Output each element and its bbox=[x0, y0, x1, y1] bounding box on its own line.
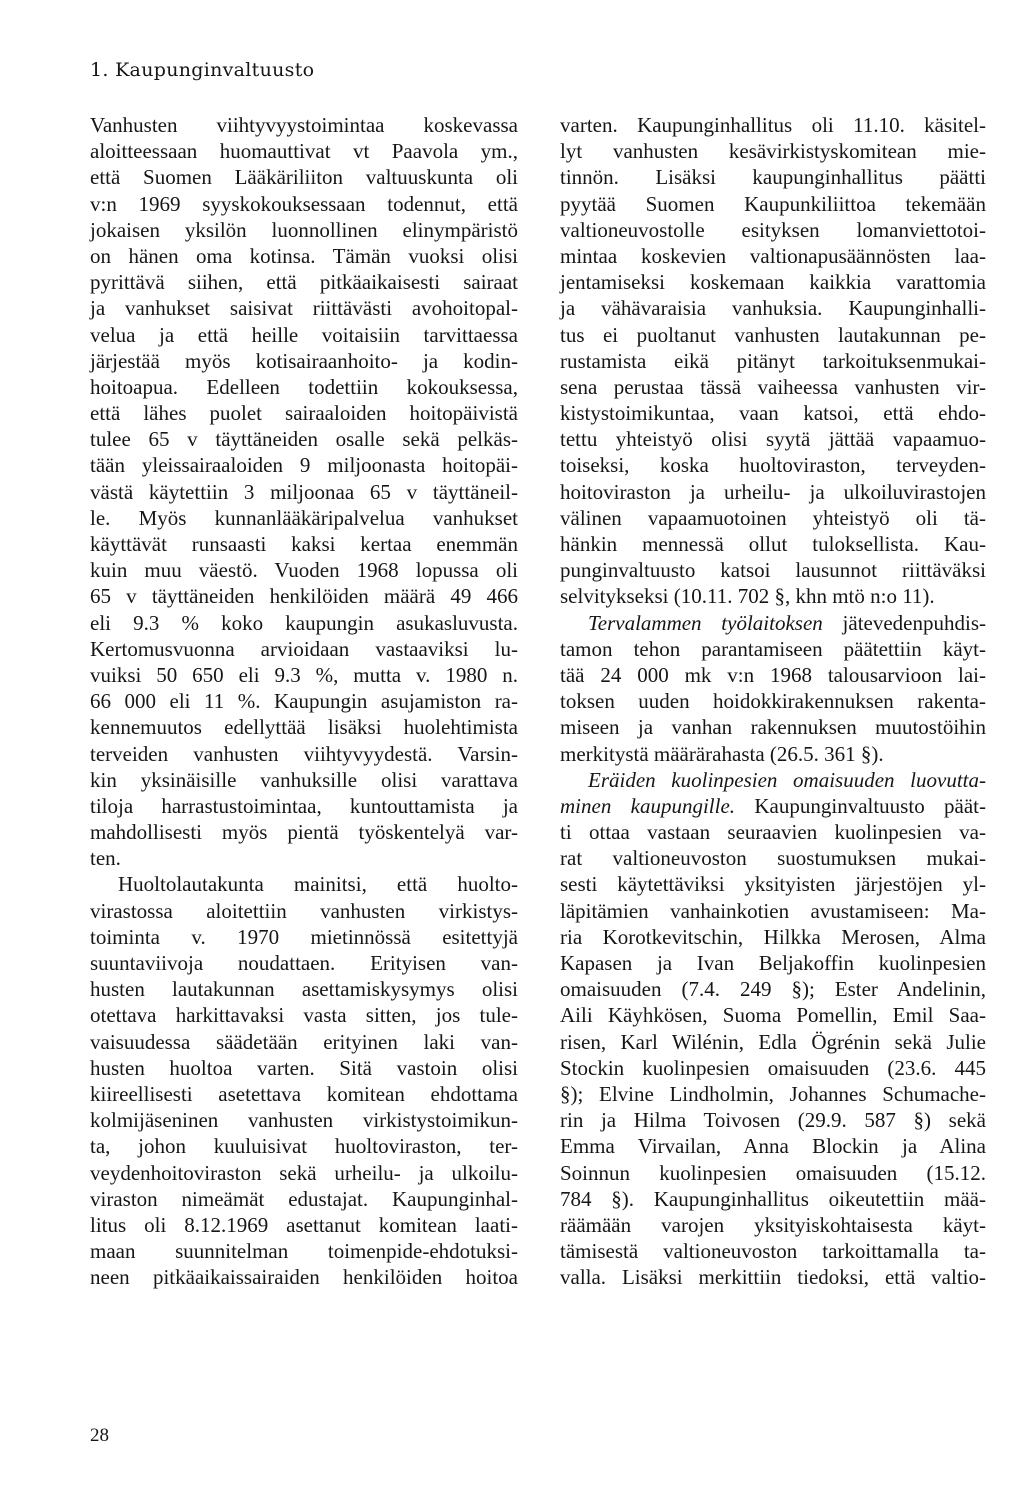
text-line: hänkin mennessä ollut tuloksellista. Kau- bbox=[560, 532, 986, 556]
text-line: välinen vapaamuotoinen yhteistyö oli tä- bbox=[560, 505, 986, 530]
text-line: kin yksinäisille vanhuksille olisi varattava bbox=[90, 767, 518, 792]
text-line: miseen ja vanhan rakennuksen muutostöihin bbox=[560, 715, 986, 740]
text-line: on hänen oma kotinsa. Tämän vuoksi olisi bbox=[90, 243, 518, 268]
text-line: kolmijäseninen vanhusten virkistystoimikun- bbox=[90, 1108, 518, 1133]
text-line: kiireellisesti asetettava komitean ehdottama bbox=[90, 1081, 518, 1106]
text-line: tus ei puoltanut vanhusten lautakunnan pe- bbox=[560, 322, 986, 347]
text-line: tää 24 000 mk v:n 1968 talousarvioon lai- bbox=[560, 662, 986, 687]
text-line: kennemuutos edellyttää lisäksi huolehtimista bbox=[90, 715, 518, 740]
paragraph-start-line bbox=[560, 610, 986, 636]
text-line: tiloja harrastustoimintaa, kuntouttamista ja bbox=[90, 793, 518, 818]
text-line: jentamiseksi koskemaan kaikkia varattomia bbox=[560, 270, 986, 295]
text-line: hoitoapua. Edelleen todettiin kokouksessa, bbox=[90, 374, 518, 399]
italic-heading: Tervalammen työlaitoksen bbox=[588, 610, 823, 635]
text-line: Soinnun kuolinpesien omaisuuden (15.12. bbox=[560, 1160, 986, 1185]
text-line: räämään varojen yksityiskohtaisesta käyt- bbox=[560, 1212, 986, 1237]
line-rest: Kaupunginvaltuusto päät- bbox=[735, 793, 986, 818]
text-line: husten lautakunnan asettamiskysymys olisi bbox=[90, 977, 518, 1002]
text-line: ti ottaa vastaan seuraavien kuolinpesien va- bbox=[560, 820, 986, 845]
text-line: §); Elvine Lindholmin, Johannes Schumache- bbox=[560, 1081, 986, 1106]
text-line: valla. Lisäksi merkittiin tiedoksi, että valtio- bbox=[560, 1265, 986, 1290]
text-line: otettava harkittavaksi vasta sitten, jos tule- bbox=[90, 1003, 518, 1028]
text-line: Stockin kuolinpesien omaisuuden (23.6. 445 bbox=[560, 1055, 986, 1080]
text-line: västä käytettiin 3 miljoonaa 65 v täyttäneil- bbox=[90, 479, 518, 504]
text-line: litus oli 8.12.1969 asettanut komitean laati- bbox=[90, 1212, 518, 1237]
text-line: terveiden vanhusten viihtyvyydestä. Varsin- bbox=[90, 741, 518, 766]
text-line: ten. bbox=[90, 846, 121, 871]
text-line: neen pitkäaikaissairaiden henkilöiden hoitoa bbox=[90, 1265, 518, 1290]
text-line: rin ja Hilma Toivosen (29.9. 587 §) sekä bbox=[560, 1108, 986, 1133]
text-line: velua ja että heille voitaisiin tarvittaessa bbox=[90, 322, 518, 347]
line-rest: jätevedenpuhdis- bbox=[822, 610, 987, 635]
paragraph-start-line: Huoltolautakunta mainitsi, että huolto- bbox=[118, 872, 518, 897]
text-line: Aili Käyhkösen, Suoma Pomellin, Emil Saa- bbox=[560, 1003, 986, 1028]
page-number: 28 bbox=[90, 1425, 109, 1446]
text-line: hoitoviraston ja urheilu- ja ulkoiluvirastojen bbox=[560, 479, 986, 504]
text-line: ta, johon kuuluisivat huoltoviraston, ter- bbox=[90, 1134, 518, 1159]
text-line: sesti käytettäviksi yksityisten järjestöjen yl- bbox=[560, 872, 986, 897]
text-line: toiminta v. 1970 mietinnössä esitettyjä bbox=[90, 924, 518, 949]
text-line: tään yleissairaaloiden 9 miljoonasta hoitopäi- bbox=[90, 453, 518, 478]
text-line: le. Myös kunnanlääkäripalvelua vanhukset bbox=[90, 505, 518, 530]
text-line: suuntaviivoja noudattaen. Erityisen van- bbox=[90, 951, 518, 975]
text-line: omaisuuden (7.4. 249 §); Ester Andelinin, bbox=[560, 977, 986, 1002]
text-line: 784 §). Kaupunginhallitus oikeutettiin mää- bbox=[560, 1186, 986, 1211]
text-line: Kertomusvuonna arvioidaan vastaaviksi lu- bbox=[90, 636, 518, 661]
text-line: maan suunnitelman toimenpide-ehdotuksi- bbox=[90, 1239, 518, 1264]
text-line: virastossa aloitettiin vanhusten virkistys- bbox=[90, 898, 518, 923]
text-line: valtioneuvostolle esityksen lomanviettotoi- bbox=[560, 217, 986, 242]
text-line: ja vähävaraisia vanhuksia. Kaupunginhalli- bbox=[560, 296, 986, 321]
text-line: eli 9.3 % koko kaupungin asukasluvusta. bbox=[90, 610, 518, 635]
text-line: 65 v täyttäneiden henkilöiden määrä 49 466 bbox=[90, 584, 518, 609]
text-line: tulee 65 v täyttäneiden osalle sekä pelkäs- bbox=[90, 427, 518, 452]
running-head: 1. Kaupunginvaltuusto bbox=[90, 59, 315, 81]
text-line: tamon tehon parantamiseen päätettiin käyt- bbox=[560, 636, 986, 661]
text-line: varten. Kaupunginhallitus oli 11.10. käsitel- bbox=[560, 113, 986, 137]
text-line: että lähes puolet sairaaloiden hoitopäivistä bbox=[90, 401, 518, 426]
text-line: kistystoimikuntaa, vaan katsoi, että ehdo- bbox=[560, 401, 986, 426]
text-line: pyytää Suomen Kaupunkiliittoa tekemään bbox=[560, 191, 986, 216]
text-line: jokaisen yksilön luonnollinen elinympäristö bbox=[90, 217, 518, 242]
text-line: veydenhoitoviraston sekä urheilu- ja ulkoilu- bbox=[90, 1160, 518, 1185]
text-line: läpitämien vanhainkotien avustamiseen: Ma- bbox=[560, 898, 986, 923]
text-line: Kapasen ja Ivan Beljakoffin kuolinpesien bbox=[560, 951, 986, 975]
text-line: Emma Virvailan, Anna Blockin ja Alina bbox=[560, 1134, 986, 1159]
text-line: pyrittävä siihen, että pitkäaikaisesti sairaat bbox=[90, 270, 518, 295]
text-line: toksen uuden hoidokkirakennuksen rakenta- bbox=[560, 689, 986, 714]
text-line: rustamista eikä pitänyt tarkoituksenmukai- bbox=[560, 348, 986, 373]
text-line: punginvaltuusto katsoi lausunnot riittäväksi bbox=[560, 558, 986, 583]
text-line: sena perustaa tässä vaiheessa vanhusten vir- bbox=[560, 374, 986, 399]
text-line: ria Korotkevitschin, Hilkka Merosen, Alma bbox=[560, 924, 986, 949]
text-line: merkitystä määrärahasta (26.5. 361 §). bbox=[560, 741, 884, 766]
text-line: että Suomen Lääkäriliiton valtuuskunta oli bbox=[90, 165, 518, 190]
text-line: mahdollisesti myös pientä työskentelyä var- bbox=[90, 820, 518, 845]
text-line: lyt vanhusten kesävirkistyskomitean mie- bbox=[560, 139, 986, 164]
text-line: tettu yhteistyö olisi syytä jättää vapaamuo- bbox=[560, 427, 986, 452]
text-line: kuin muu väestö. Vuoden 1968 lopussa oli bbox=[90, 558, 518, 583]
text-line: selvitykseksi (10.11. 702 §, khn mtö n:o 11). bbox=[560, 584, 935, 609]
text-line bbox=[560, 793, 986, 819]
text-line: ja vanhukset saisivat riittävästi avohoitopal- bbox=[90, 296, 518, 321]
text-line: käyttävät runsaasti kaksi kertaa enemmän bbox=[90, 532, 518, 556]
text-line: toiseksi, koska huoltoviraston, terveyden- bbox=[560, 453, 986, 478]
text-line: vuiksi 50 650 eli 9.3 %, mutta v. 1980 n. bbox=[90, 662, 518, 687]
italic-heading-line: Eräiden kuolinpesien omaisuuden luovutta- bbox=[588, 767, 986, 792]
text-line: vaisuudessa säädetään erityinen laki van- bbox=[90, 1029, 518, 1054]
italic-heading: minen kaupungille. bbox=[560, 793, 736, 818]
text-line: rat valtioneuvoston suostumuksen mukai- bbox=[560, 846, 986, 871]
text-line: aloitteessaan huomauttivat vt Paavola ym., bbox=[90, 139, 518, 164]
text-line: husten huoltoa varten. Sitä vastoin olisi bbox=[90, 1055, 518, 1080]
text-line: viraston nimeämät edustajat. Kaupunginhal- bbox=[90, 1186, 518, 1211]
text-line: tinnön. Lisäksi kaupunginhallitus päätti bbox=[560, 165, 986, 190]
left-text-column bbox=[90, 112, 518, 1290]
text-line: 66 000 eli 11 %. Kaupungin asujamiston ra- bbox=[90, 689, 518, 714]
text-line: Vanhusten viihtyvyystoimintaa koskevassa bbox=[90, 113, 518, 137]
text-line: järjestää myös kotisairaanhoito- ja kodin- bbox=[90, 348, 518, 373]
right-text-column bbox=[560, 112, 986, 1290]
text-line: risen, Karl Wilénin, Edla Ögrénin sekä Julie bbox=[560, 1029, 986, 1054]
text-line: v:n 1969 syyskokouksessaan todennut, että bbox=[90, 191, 518, 216]
text-line: mintaa koskevien valtionapusäännösten laa- bbox=[560, 243, 986, 268]
text-line: tämisestä valtioneuvoston tarkoittamalla ta- bbox=[560, 1239, 986, 1264]
